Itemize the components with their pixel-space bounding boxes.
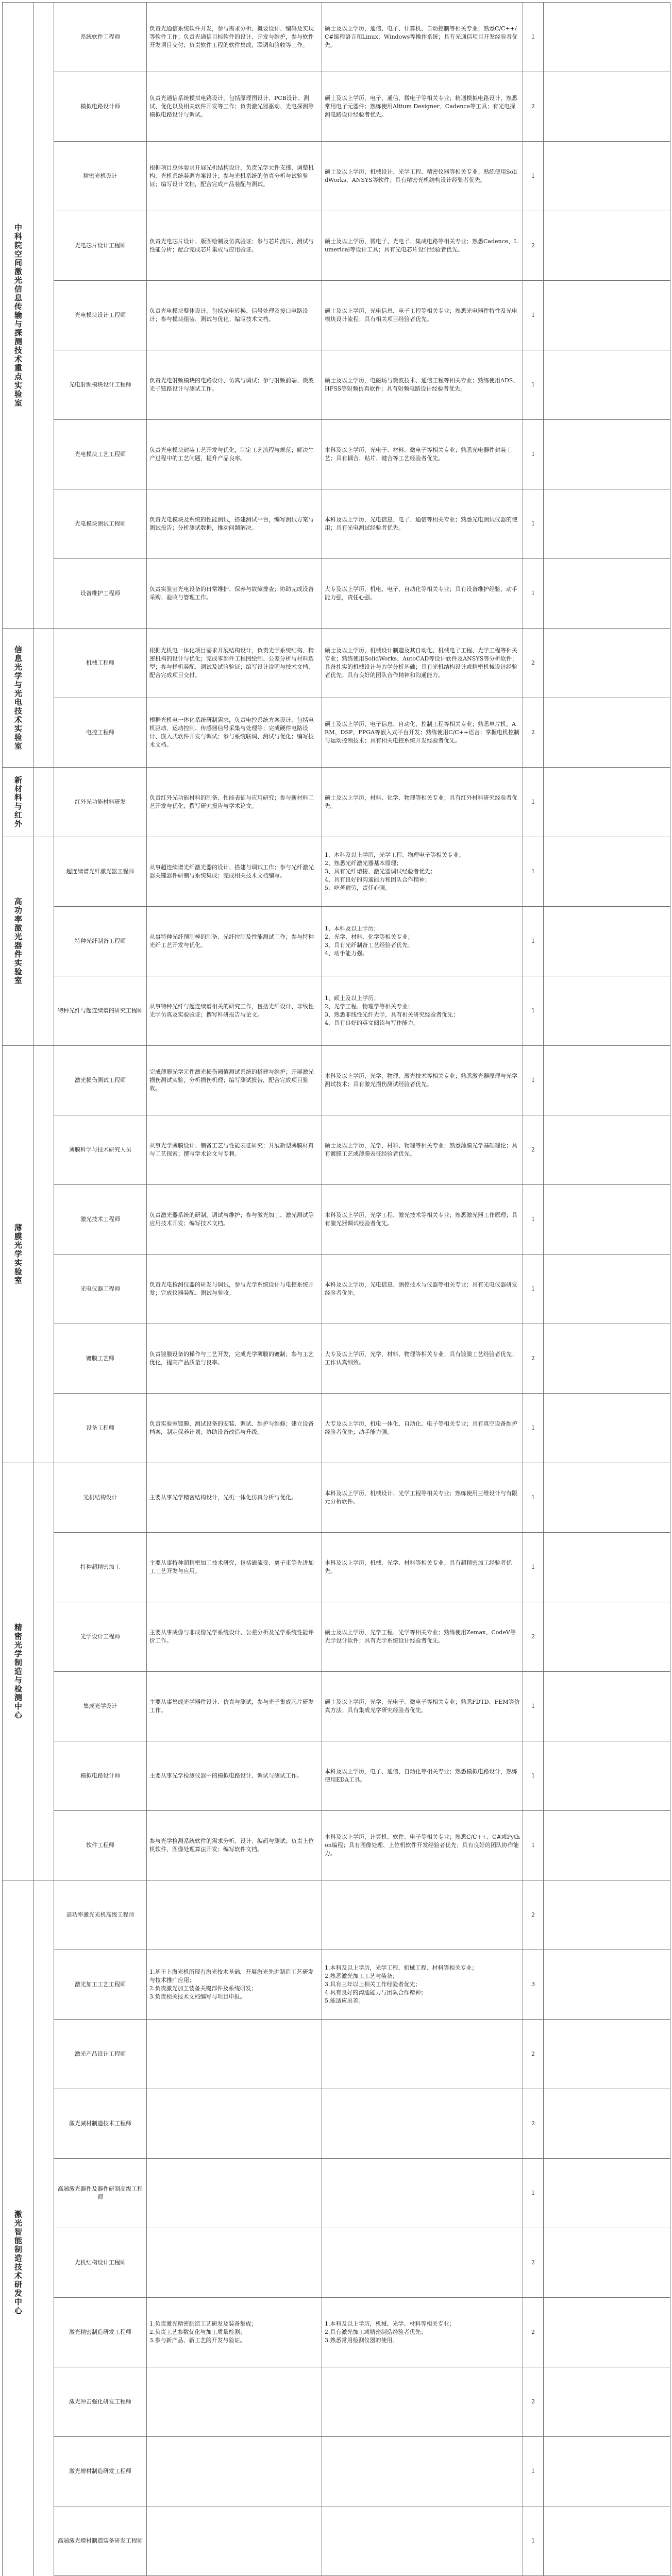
table-row xyxy=(3,1672,670,1741)
blank-cell xyxy=(544,1046,670,1115)
blank-cell xyxy=(544,1533,670,1602)
table-row xyxy=(3,1255,670,1324)
department-cell: 激光智能制造技术研发中心 xyxy=(3,1880,33,2576)
blank-cell xyxy=(544,3,670,72)
department-cell: 薄膜光学实验室 xyxy=(3,1046,33,1463)
blank-cell xyxy=(544,1115,670,1185)
requirement-cell: 1.本科及以上学历，机械、光学、材料等相关专业； 2.具有激光加工或精密制造经验者优先； 3.熟悉常用检测仪器的使用。 xyxy=(322,2298,523,2367)
position-cell: 激光损伤测试工程师 xyxy=(54,1046,147,1115)
headcount-cell: 1 xyxy=(523,1533,544,1602)
blank-cell xyxy=(544,1950,670,2020)
table-row xyxy=(3,976,670,1046)
duty-cell: 主要从事光学检测仪器中的模拟电路设计、调试与测试工作。 xyxy=(147,1741,322,1811)
table-row xyxy=(3,629,670,698)
requirement-cell xyxy=(322,2367,523,2437)
table-row xyxy=(3,1602,670,1672)
position-cell: 激光加工工艺工程师 xyxy=(54,1950,147,2020)
table-row xyxy=(3,2367,670,2437)
duty-cell: 根据光机电一体化项目需求开展结构设计，负责光学系统结构、精密机构的设计与优化；完成零部件工程图绘制、公差分析与材料选型；参与样机装配、调试及试验验证；编写设计说明与技术文档，配合完成项目交付。 xyxy=(147,629,322,698)
position-cell: 设备工程师 xyxy=(54,1394,147,1463)
position-cell: 光电模块测试工程师 xyxy=(54,489,147,559)
requirement-cell: 硕士及以上学历，机械设计、光学工程、精密仪器等相关专业；熟练使用SolidWorks、ANSYS等软件；具有精密光机结构设计经验者优先。 xyxy=(322,142,523,211)
blank-cell xyxy=(544,2159,670,2228)
requirement-cell: 本科及以上学历，光学工程、激光技术等相关专业；熟悉激光器工作原理；具有激光器调试经验者优先。 xyxy=(322,1185,523,1255)
requirement-cell: 硕士及以上学历，光学工程、光学等相关专业；熟练使用Zemax、CodeV等光学设计软件；具有光学系统设计经验者优先。 xyxy=(322,1602,523,1672)
blank-cell xyxy=(544,1880,670,1950)
position-cell: 系统软件工程师 xyxy=(54,3,147,72)
headcount-cell: 2 xyxy=(523,1880,544,1950)
position-cell: 激光精密制造研发工程师 xyxy=(54,2298,147,2367)
table-row xyxy=(3,1533,670,1602)
table-row xyxy=(3,420,670,489)
requirement-cell: 硕士及以上学历，微电子、光电子、集成电路等相关专业；熟悉Cadence、Lumerical等设计工具；具有光电芯片设计经验者优先。 xyxy=(322,211,523,281)
blank-cell xyxy=(544,72,670,142)
duty-cell: 主要从事特种超精密加工技术研究，包括磁流变、离子束等先进加工工艺开发与应用。 xyxy=(147,1533,322,1602)
duty-cell: 负责光通信系统模拟电路设计，包括原理图设计、PCB设计、测试、优化以及相关软件开发等工作；负责激光器驱动、光电探测等模拟电路设计与调试。 xyxy=(147,72,322,142)
duty-cell: 负责光电模块整体设计，包括光电转换、信号处理及接口电路设计；参与模块组装、测试与优化；编写技术文档。 xyxy=(147,281,322,350)
requirement-cell: 本科及以上学历，光电信息、电子、通信等相关专业；熟悉光电测试仪器的使用；具有光电测试经验者优先。 xyxy=(322,489,523,559)
position-cell: 光学设计工程师 xyxy=(54,1602,147,1672)
requirement-cell: 本科及以上学历，计算机、软件、电子等相关专业；熟悉C/C++、C#或Python编程；具有图像处理、上位机软件开发经验者优先；具有良好的团队协作能力。 xyxy=(322,1811,523,1880)
position-cell: 激光减材制造技术工程师 xyxy=(54,2089,147,2159)
duty-cell: 负责实验室光电设备的日常维护、保养与故障排查；协助完成设备采购、验收与管理工作。 xyxy=(147,559,322,629)
blank-cell xyxy=(544,768,670,837)
requirement-cell: 本科及以上学历，机械设计、光学工程等相关专业；熟练使用三维设计与有限元分析软件。 xyxy=(322,1463,523,1533)
duty-cell: 从事特种光纤预制棒的制备、光纤拉制及性能测试工作；参与特种光纤工艺开发与优化。 xyxy=(147,907,322,976)
blank-cell xyxy=(544,2367,670,2437)
requirement-cell xyxy=(322,2228,523,2298)
blank-cell xyxy=(544,142,670,211)
requirement-cell: 本科及以上学历，光电子、材料、微电子等相关专业；熟悉光电器件封装工艺；具有耦合、贴片、键合等工艺经验者优先。 xyxy=(322,420,523,489)
blank-cell xyxy=(544,2228,670,2298)
headcount-cell: 1 xyxy=(523,3,544,72)
duty-cell: 从事超连续谱光纤激光器的设计、搭建与调试工作；参与光纤激光器关键器件研制与系统集成；完成相关技术文档编写。 xyxy=(147,837,322,907)
requirement-cell: 本科及以上学历，电子、通信、自动化等相关专业；熟悉模拟电路设计，熟练使用EDA工具。 xyxy=(322,1741,523,1811)
position-cell: 激光技术工程师 xyxy=(54,1185,147,1255)
position-cell: 薄膜科学与技术研究人员 xyxy=(54,1115,147,1185)
spacer-cell xyxy=(33,3,54,629)
blank-cell xyxy=(544,489,670,559)
blank-cell xyxy=(544,976,670,1046)
blank-cell xyxy=(544,837,670,907)
department-cell: 高功率激光器件实验室 xyxy=(3,837,33,1046)
requirement-cell: 硕士及以上学历，材料、化学、物理等相关专业；具有红外材料研究经验者优先。 xyxy=(322,768,523,837)
position-cell: 光电仪器工程师 xyxy=(54,1255,147,1324)
duty-cell xyxy=(147,2228,322,2298)
requirement-cell: 本科及以上学历，光电信息、测控技术与仪器等相关专业；具有光电仪器研发经验者优先。 xyxy=(322,1255,523,1324)
headcount-cell: 1 xyxy=(523,559,544,629)
blank-cell xyxy=(544,629,670,698)
position-cell: 光电模块设计工程师 xyxy=(54,281,147,350)
headcount-cell: 2 xyxy=(523,211,544,281)
headcount-cell: 1 xyxy=(523,1463,544,1533)
duty-cell: 负责光电模块封装工艺开发与优化，制定工艺流程与规范；解决生产过程中的工艺问题，提升产品良率。 xyxy=(147,420,322,489)
blank-cell xyxy=(544,2089,670,2159)
requirement-cell xyxy=(322,2089,523,2159)
duty-cell: 从事特种光纤与超连续谱相关的研究工作，包括光纤设计、非线性光学仿真及实验验证；撰写科研报告与论文。 xyxy=(147,976,322,1046)
headcount-cell: 2 xyxy=(523,2089,544,2159)
duty-cell: 负责实验室镀膜、测试设备的安装、调试、维护与维修；建立设备档案，制定保养计划；协助设备改造与升级。 xyxy=(147,1394,322,1463)
headcount-cell: 2 xyxy=(523,698,544,768)
requirement-cell: 硕士及以上学历，通信、电子、计算机、自动控制等相关专业；熟悉C/C++/C#编程语言和Linux、Windows等操作系统；具有光通信项目开发经验者优先。 xyxy=(322,3,523,72)
position-cell: 高端激光增材制造装备研发工程师 xyxy=(54,2506,147,2576)
position-cell: 模拟电路设计师 xyxy=(54,72,147,142)
headcount-cell: 2 xyxy=(523,1115,544,1185)
duty-cell: 1.负责激光精密制造工艺研发及装备集成； 2.负责工艺参数优化与加工质量检测； 3.参与新产品、新工艺的开发与验证。 xyxy=(147,2298,322,2367)
headcount-cell: 1 xyxy=(523,976,544,1046)
position-cell: 光机结构设计工程师 xyxy=(54,2228,147,2298)
blank-cell xyxy=(544,1255,670,1324)
position-cell: 激光增材制造研发工程师 xyxy=(54,2437,147,2506)
headcount-cell: 2 xyxy=(523,2367,544,2437)
blank-cell xyxy=(544,2020,670,2089)
position-cell: 高端激光器件及器件研制高级工程师 xyxy=(54,2159,147,2228)
duty-cell xyxy=(147,2506,322,2576)
blank-cell xyxy=(544,1185,670,1255)
recruitment-table-sheet xyxy=(2,2,670,2576)
duty-cell xyxy=(147,2159,322,2228)
blank-cell xyxy=(544,2506,670,2576)
position-cell: 集成光学设计 xyxy=(54,1672,147,1741)
duty-cell: 主要从事光学精密结构设计，光机一体化仿真分析与优化。 xyxy=(147,1463,322,1533)
headcount-cell: 1 xyxy=(523,2437,544,2506)
requirement-cell: 大专及以上学历，机电一体化、自动化、电子等相关专业；具有真空设备维护经验者优先；动手能力强。 xyxy=(322,1394,523,1463)
blank-cell xyxy=(544,211,670,281)
position-cell: 特种光纤制备工程师 xyxy=(54,907,147,976)
duty-cell: 负责光通信系统软件开发，参与需求分析、概要设计、编码及实现等软件工作；负责光通信目标软件的设计、开发与维护，参与软件开发项目交付；负责软件工程的软件集成、联调和验收等工作。 xyxy=(147,3,322,72)
blank-cell xyxy=(544,1324,670,1394)
position-cell: 红外光功能材料研发 xyxy=(54,768,147,837)
table-row xyxy=(3,2437,670,2506)
duty-cell: 主要从事集成光学器件设计、仿真与测试，参与光子集成芯片研发工作。 xyxy=(147,1672,322,1741)
headcount-cell: 1 xyxy=(523,350,544,420)
headcount-cell: 1 xyxy=(523,281,544,350)
requirement-cell xyxy=(322,2159,523,2228)
duty-cell: 参与光学检测系统软件的需求分析、设计、编码与测试；负责上位机软件、图像处理算法开发；编写软件文档。 xyxy=(147,1811,322,1880)
position-cell: 光电芯片设计工程师 xyxy=(54,211,147,281)
requirement-cell xyxy=(322,2506,523,2576)
duty-cell: 完成薄膜光学元件激光损伤阈值测试系统的搭建与维护；开展激光损伤测试实验，分析损伤机理；编写测试报告，配合完成项目验收。 xyxy=(147,1046,322,1115)
spacer-cell xyxy=(33,837,54,1046)
headcount-cell: 1 xyxy=(523,1046,544,1115)
headcount-cell: 2 xyxy=(523,1602,544,1672)
duty-cell xyxy=(147,2020,322,2089)
position-cell: 设备维护工程师 xyxy=(54,559,147,629)
requirement-cell: 硕士及以上学历，机械设计制造及其自动化、机械电子工程、光学工程等相关专业；熟练使用SolidWorks、AutoCAD等设计软件及ANSYS等分析软件；具备扎实的机械设计与力学分析基础；具有光机结构设计或精密机械设计经验者优先；具有良好的团队合作精神和沟通能力。 xyxy=(322,629,523,698)
requirement-cell: 硕士及以上学历，光电信息、电子工程等相关专业；熟悉光电器件特性及光电模块设计流程；具有相关项目经验者优先。 xyxy=(322,281,523,350)
duty-cell: 主要从事成像与非成像光学系统设计、公差分析及光学系统性能评价工作。 xyxy=(147,1602,322,1672)
spacer-cell xyxy=(33,629,54,768)
requirement-cell xyxy=(322,1880,523,1950)
headcount-cell: 1 xyxy=(523,837,544,907)
headcount-cell: 1 xyxy=(523,2159,544,2228)
table-row xyxy=(3,1880,670,1950)
position-cell: 高功率激光光机高级工程师 xyxy=(54,1880,147,1950)
position-cell: 机械工程师 xyxy=(54,629,147,698)
requirement-cell: 硕士及以上学历，电磁场与微波技术、通信工程等相关专业；熟练使用ADS、HFSS等射频仿真软件；具有射频电路设计经验者优先。 xyxy=(322,350,523,420)
requirement-cell: 大专及以上学历，光学、材料、物理等相关专业；具有镀膜工艺经验者优先；工作认真细致。 xyxy=(322,1324,523,1394)
blank-cell xyxy=(544,1394,670,1463)
table-row xyxy=(3,211,670,281)
table-row xyxy=(3,768,670,837)
headcount-cell: 1 xyxy=(523,1255,544,1324)
blank-cell xyxy=(544,420,670,489)
blank-cell xyxy=(544,907,670,976)
position-cell: 软件工程师 xyxy=(54,1811,147,1880)
position-cell: 超连续谱光纤激光器工程师 xyxy=(54,837,147,907)
blank-cell xyxy=(544,1811,670,1880)
headcount-cell: 3 xyxy=(523,1950,544,2020)
blank-cell xyxy=(544,2437,670,2506)
requirement-cell: 硕士及以上学历，电子、通信、微电子等相关专业；精通模拟电路设计，熟悉常用电子元器件；熟练使用Altium Designer、Cadence等工具；有光电探测电路设计经验者优先。 xyxy=(322,72,523,142)
position-cell: 激光产品设计工程师 xyxy=(54,2020,147,2089)
headcount-cell: 1 xyxy=(523,1811,544,1880)
blank-cell xyxy=(544,1602,670,1672)
position-cell: 光电模块工艺工程师 xyxy=(54,420,147,489)
position-cell: 电控工程师 xyxy=(54,698,147,768)
headcount-cell: 1 xyxy=(523,907,544,976)
position-cell: 特种光纤与超连续谱的研究工程师 xyxy=(54,976,147,1046)
headcount-cell: 2 xyxy=(523,1324,544,1394)
table-row xyxy=(3,2298,670,2367)
table-row xyxy=(3,2089,670,2159)
position-cell: 模拟电路设计师 xyxy=(54,1741,147,1811)
table-row xyxy=(3,907,670,976)
department-cell: 新材料与红外 xyxy=(3,768,33,837)
headcount-cell: 1 xyxy=(523,1185,544,1255)
duty-cell: 负责光电模块及系统的性能测试，搭建测试平台，编写测试方案与测试报告；分析测试数据，推动问题解决。 xyxy=(147,489,322,559)
table-row xyxy=(3,2159,670,2228)
table-row xyxy=(3,837,670,907)
table-row xyxy=(3,2506,670,2576)
duty-cell: 根据项目总体要求开展光机结构设计，负责光学元件支撑、调整机构、光机系统装调方案设计；参与光机系统的仿真分析与试验验证；编写设计文档，配合完成产品装配与测试。 xyxy=(147,142,322,211)
table-row xyxy=(3,1950,670,2020)
blank-cell xyxy=(544,1741,670,1811)
headcount-cell: 1 xyxy=(523,1741,544,1811)
headcount-cell: 1 xyxy=(523,1672,544,1741)
table-row xyxy=(3,489,670,559)
duty-cell: 负责镀膜设备的操作与工艺开发，完成光学薄膜的镀制；参与工艺优化，提高产品质量与良率。 xyxy=(147,1324,322,1394)
duty-cell: 负责光电射频模块的电路设计、仿真与调试；参与射频前端、微波光子链路设计与测试工作。 xyxy=(147,350,322,420)
table-row xyxy=(3,559,670,629)
blank-cell xyxy=(544,2298,670,2367)
position-cell: 镀膜工艺师 xyxy=(54,1324,147,1394)
blank-cell xyxy=(544,559,670,629)
blank-cell xyxy=(544,350,670,420)
requirement-cell xyxy=(322,2020,523,2089)
table-row xyxy=(3,1046,670,1115)
headcount-cell: 1 xyxy=(523,1394,544,1463)
table-row xyxy=(3,142,670,211)
duty-cell: 1.基于上海光机所现有激光技术基础，开展激光先进制造工艺研发与技术推广应用； 2.负责激光加工装备关键部件及系统研发； 3.负责相关技术文档编写与项目申报。 xyxy=(147,1950,322,2020)
table-row xyxy=(3,1463,670,1533)
position-cell: 激光冲击强化研发工程师 xyxy=(54,2367,147,2437)
duty-cell xyxy=(147,2089,322,2159)
duty-cell: 负责光电检测仪器的研发与调试，参与光学系统设计与电控系统开发；完成仪器装配、测试与验收。 xyxy=(147,1255,322,1324)
position-cell: 特种超精密加工 xyxy=(54,1533,147,1602)
spacer-cell xyxy=(33,1463,54,1880)
table-row xyxy=(3,72,670,142)
requirement-cell: 硕士及以上学历，光学、材料、物理等相关专业；熟悉薄膜光学基础理论；具有镀膜工艺或薄膜表征经验者优先。 xyxy=(322,1115,523,1185)
headcount-cell: 1 xyxy=(523,489,544,559)
requirement-cell: 大专及以上学历，机电、电子、自动化等相关专业；具有设备维护经验，动手能力强，责任心强。 xyxy=(322,559,523,629)
headcount-cell: 1 xyxy=(523,768,544,837)
table-row xyxy=(3,1741,670,1811)
duty-cell xyxy=(147,1880,322,1950)
requirement-cell: 1、本科及以上学历，光学工程、物理电子等相关专业； 2、熟悉光纤激光器基本原理； 3、具有光纤熔接、激光器调试经验者优先； 4、具有良好的沟通能力和团队合作精神； 5、吃苦耐劳，责任心强。 xyxy=(322,837,523,907)
requirement-cell: 1、本科及以上学历； 2、光学、材料、化学等相关专业； 3、具有光纤制备工艺经验者优先； 4、动手能力强。 xyxy=(322,907,523,976)
headcount-cell: 1 xyxy=(523,2506,544,2576)
duty-cell xyxy=(147,2367,322,2437)
position-cell: 光机结构设计 xyxy=(54,1463,147,1533)
spacer-cell xyxy=(33,768,54,837)
headcount-cell: 2 xyxy=(523,72,544,142)
requirement-cell: 本科及以上学历，光学、物理、激光技术等相关专业；熟悉激光器原理与光学测试技术；具有激光损伤测试经验者优先。 xyxy=(322,1046,523,1115)
table-row xyxy=(3,1185,670,1255)
position-cell: 光电射频模块设计工程师 xyxy=(54,350,147,420)
headcount-cell: 2 xyxy=(523,629,544,698)
requirement-cell: 硕士及以上学历，电子信息、自动化、控制工程等相关专业；熟悉单片机、ARM、DSP、FPGA等嵌入式平台开发；熟练使用C/C++语言；掌握电机控制与运动控制技术；具有相关电控系统开发经验者优先。 xyxy=(322,698,523,768)
duty-cell: 根据光机电一体化系统研制需求，负责电控系统方案设计，包括电机驱动、运动控制、传感器信号采集与处理等；完成硬件电路设计、嵌入式软件开发与调试；参与系统联调、测试与优化；编写技术文档。 xyxy=(147,698,322,768)
headcount-cell: 2 xyxy=(523,2298,544,2367)
blank-cell xyxy=(544,698,670,768)
requirement-cell: 1.本科及以上学历，光学工程、机械工程、材料等相关专业； 2.熟悉激光加工工艺与装备； 3.具有三年以上相关工作经验者优先； 4.具有良好的沟通能力与团队合作精神； 5.能适应出差。 xyxy=(322,1950,523,2020)
duty-cell: 负责红外光功能材料的制备、性能表征与应用研究；参与新材料工艺开发与优化；撰写研究报告与学术论文。 xyxy=(147,768,322,837)
blank-cell xyxy=(544,1672,670,1741)
department-cell: 中科院空间激光信息传输与探测技术重点实验室 xyxy=(3,3,33,629)
blank-cell xyxy=(544,1463,670,1533)
department-cell: 精密光学制造与检测中心 xyxy=(3,1463,33,1880)
table-row xyxy=(3,2228,670,2298)
headcount-cell: 2 xyxy=(523,2228,544,2298)
table-row xyxy=(3,1811,670,1880)
table-row xyxy=(3,1394,670,1463)
duty-cell: 从事光学薄膜设计、制备工艺与性能表征研究；开展新型薄膜材料与工艺探索；撰写学术论文与专利。 xyxy=(147,1115,322,1185)
duty-cell: 负责激光器系统的研制、调试与维护；参与激光加工、激光测试等应用技术开发；编写技术文档。 xyxy=(147,1185,322,1255)
duty-cell xyxy=(147,2437,322,2506)
requirement-cell: 硕士及以上学历，光学、光电子、微电子等相关专业；熟悉FDTD、FEM等仿真方法；具有集成光学研究经验者优先。 xyxy=(322,1672,523,1741)
table-body xyxy=(3,3,670,2576)
requirement-cell xyxy=(322,2437,523,2506)
table-row xyxy=(3,1324,670,1394)
requirement-cell: 本科及以上学历，机械、光学、材料等相关专业；具有超精密加工经验者优先。 xyxy=(322,1533,523,1602)
table-row xyxy=(3,2020,670,2089)
headcount-cell: 2 xyxy=(523,2020,544,2089)
recruitment-table xyxy=(2,2,670,2576)
table-row xyxy=(3,698,670,768)
requirement-cell: 1、硕士及以上学历； 2、光学工程、物理学等相关专业； 3、熟悉非线性光纤光学，具有相关研究经验者优先； 4、具有良好的英文阅读与写作能力。 xyxy=(322,976,523,1046)
duty-cell: 负责光电芯片设计、版图绘制及仿真验证；参与芯片流片、测试与性能分析；配合完成芯片集成与应用验证。 xyxy=(147,211,322,281)
table-row xyxy=(3,1115,670,1185)
spacer-cell xyxy=(33,1046,54,1463)
table-row xyxy=(3,281,670,350)
spacer-cell xyxy=(33,1880,54,2576)
table-row xyxy=(3,3,670,72)
table-row xyxy=(3,350,670,420)
headcount-cell: 1 xyxy=(523,142,544,211)
position-cell: 精密光机设计 xyxy=(54,142,147,211)
headcount-cell: 1 xyxy=(523,420,544,489)
blank-cell xyxy=(544,281,670,350)
department-cell: 信息光学与光电技术实验室 xyxy=(3,629,33,768)
